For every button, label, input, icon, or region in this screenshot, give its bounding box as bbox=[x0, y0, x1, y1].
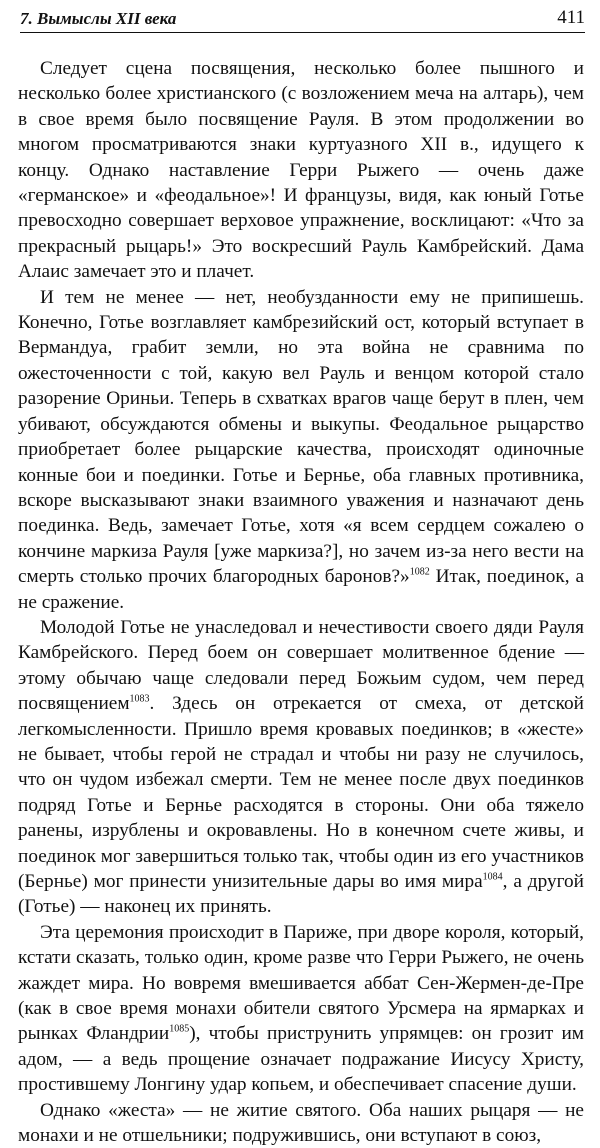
page-header bbox=[20, 8, 585, 33]
text-segment: Молодой Готье не унаследовал и нечестивости своего дяди Рауля Камбрейского. Перед боем он совершает молитвенное бдение — этому обычаю чаще следовали перед Божьим судом, чем перед посвящением bbox=[18, 616, 584, 715]
paragraph-5 bbox=[18, 1098, 584, 1148]
paragraph-2 bbox=[18, 285, 584, 615]
text-segment: ), чтобы приструнить упрямцев: он грозит им адом, — а ведь прощение означает подражание Иисусу Христу, простившему Лонгину удар копьем, и обеспечивает спасение души. bbox=[18, 1023, 584, 1096]
paragraph-3 bbox=[18, 615, 584, 920]
text-segment: Эта церемония происходит в Париже, при дворе короля, который, кстати сказать, только один, кроме разве что Герри Рыжего, не очень жаждет мира. Но вовремя вмешивается аббат Сен-Жермен-де-Пре (как в свое время монахи обители святого Урсмера на ярмарках и рынках Фландрии bbox=[18, 921, 584, 1045]
text-segment: Итак, поединок, а не сражение. bbox=[18, 566, 585, 613]
text-segment: Следует сцена посвящения, несколько более пышного и несколько более христианского (с возложением меча на алтарь), чем в свое время было посвящение Рауля. В этом продолжении во многом просматриваются знаки куртуазного XII в., идущего к концу. Однако наставление Герри Рыжего — очень даже «германское» и «феодальное»! И французы, видя, как юный Готье превосходно совершает верховое упражнение, восклицают: «Что за прекрасный рыцарь!» Это воскресший Рауль Камбрейский. Дама Алаис замечает это и плачет. bbox=[18, 58, 584, 283]
footnote-ref[interactable]: 1085 bbox=[169, 1024, 190, 1036]
body-text bbox=[18, 56, 584, 1148]
footnote-ref[interactable]: 1084 bbox=[482, 871, 503, 883]
running-title: 7. Вымыслы XII века bbox=[20, 9, 177, 28]
text-segment: , а другой (Готье) — наконец их принять. bbox=[18, 871, 584, 918]
footnote-ref[interactable]: 1082 bbox=[409, 566, 430, 578]
text-segment: И тем не менее — нет, необузданности ему не припишешь. Конечно, Готье возглавляет камбрезийский ост, который вступает в Вермандуа, грабит земли, но эта война не сравнима по ожесточенности с той, какую вел Рауль и венцом которой стало разорение Ориньи. Теперь в схватках врагов чаще берут в плен, чем убивают, обсуждаются обмены и выкупы. Феодальное рыцарство приобретает более рыцарские качества, происходят одиночные конные бои и поединки. Готье и Бернье, оба главных противника, вскоре высказывают знаки взаимного уважения и назначают день поединка. Ведь, замечает Готье, хотя «я всем сердцем сожалею о кончине маркиза Рауля [уже маркиза?], но зачем из-за него вести на смерть столько прочих благородных баронов?» bbox=[18, 286, 584, 588]
text-segment: . Здесь он отрекается от смеха, от детской легкомысленности. Пришло время кровавых поединков; в «жесте» не бывает, чтобы герой не страдал и чтобы ни разу не случилось, что он чудом избежал смерти. Тем не менее после двух поединков подряд Готье и Бернье расходятся в стороны. Они оба тяжело ранены, изрублены и окровавлены. Но в конечном счете живы, и поединок мог завершиться только так, чтобы один из его участников (Бернье) мог принести унизительные дары во имя мира bbox=[18, 693, 584, 892]
footnote-ref[interactable]: 1083 bbox=[129, 693, 150, 705]
paragraph-1 bbox=[18, 56, 584, 285]
page-number: 411 bbox=[557, 7, 585, 28]
text-segment: Однако «жеста» — не житие святого. Оба наших рыцаря — не монахи и не отшельники; подружившись, они вступают в союз, bbox=[18, 1099, 584, 1147]
paragraph-4 bbox=[18, 920, 584, 1098]
